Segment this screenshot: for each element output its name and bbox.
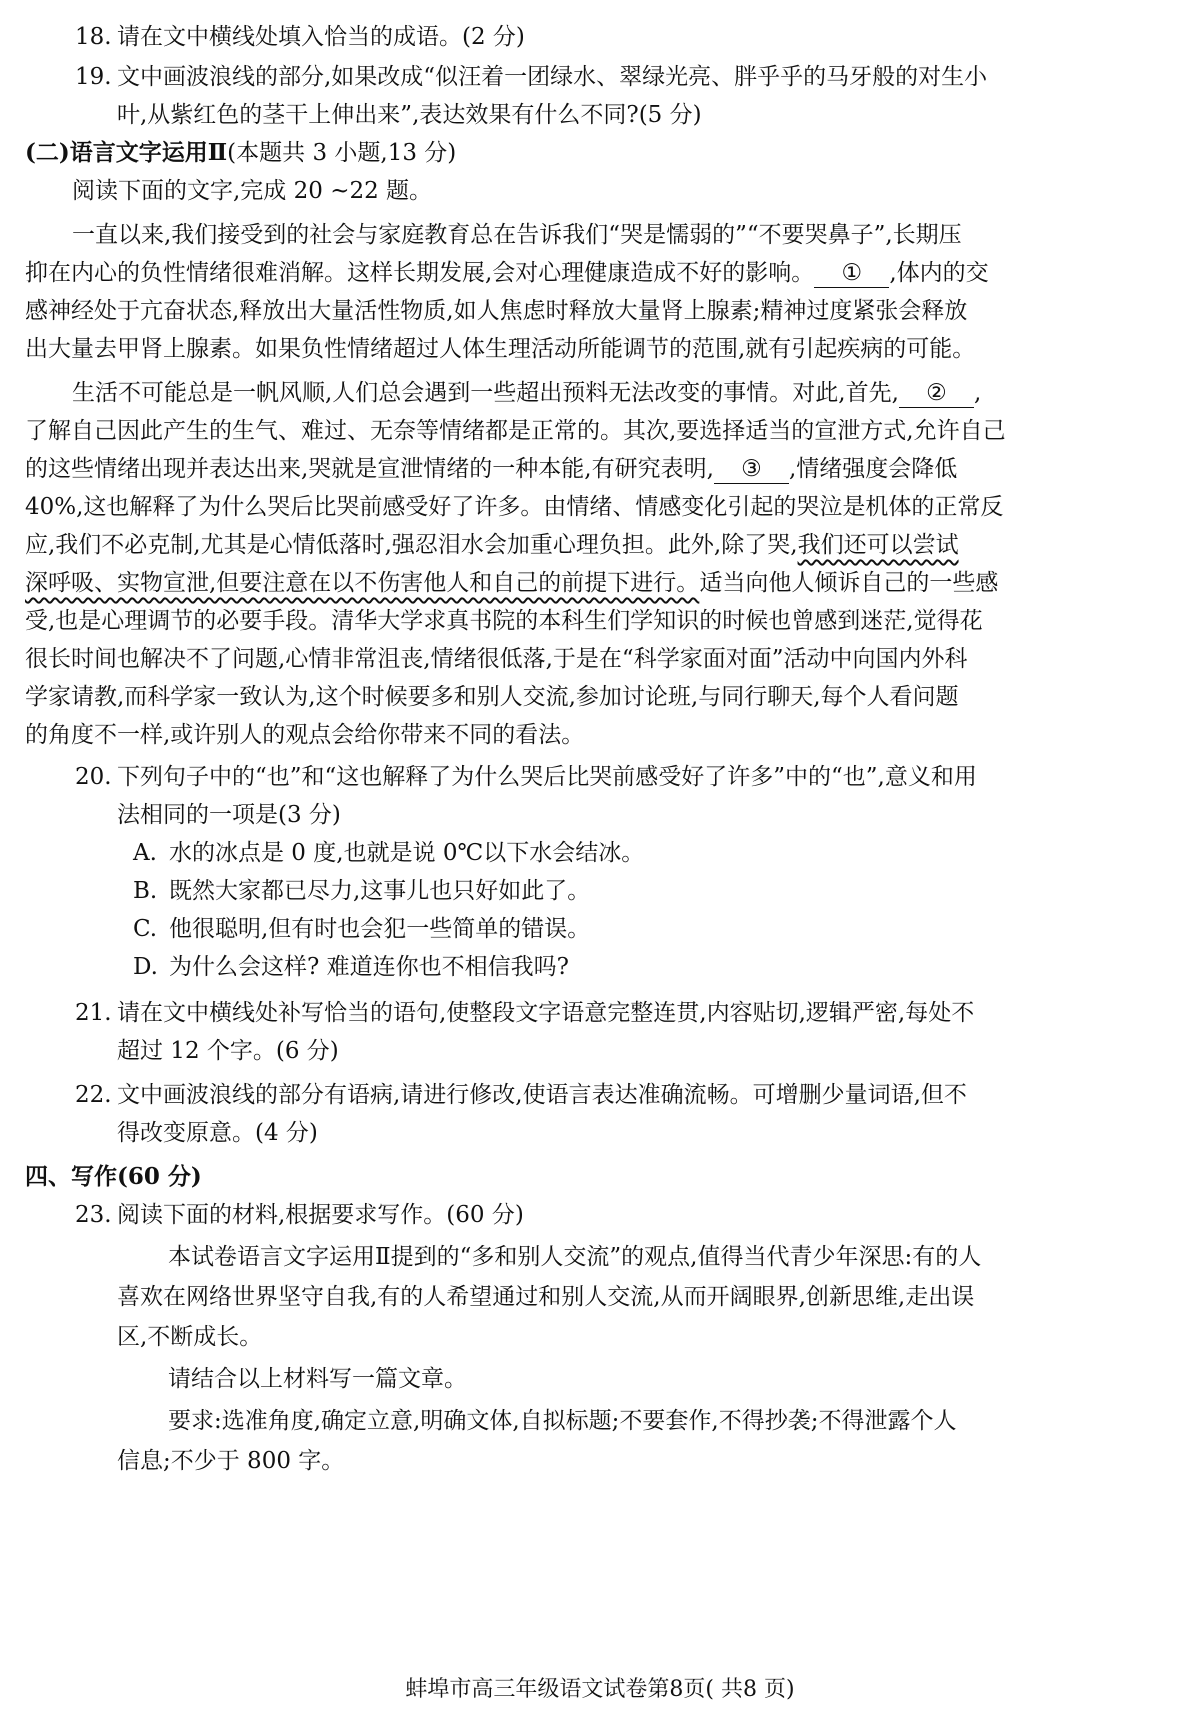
question-number: 23. xyxy=(75,1202,112,1228)
question-text: 文中画波浪线的部分,如果改成“似汪着一团绿水、翠绿光亮、胖乎乎的马牙般的对生小 xyxy=(117,64,988,90)
section-heading xyxy=(25,136,456,170)
page-footer: 蚌埠市高三年级语文试卷第8页( 共8 页) xyxy=(405,1677,795,1702)
passage-text: 的这些情绪出现并表达出来,哭就是宣泄情绪的一种本能,有研究表明, xyxy=(25,456,714,482)
passage-line: 出大量去甲肾上腺素。如果负性情绪超过人体生理活动所能调节的范围,就有引起疾病的可能。 xyxy=(25,336,976,362)
question-text: 文中画波浪线的部分有语病,请进行修改,使语言表达准确流畅。可增删少量词语,但不 xyxy=(117,1082,967,1108)
option-d xyxy=(133,950,569,984)
question-text: 下列句子中的“也”和“这也解释了为什么哭后比哭前感受好了许多”中的“也”,意义和用 xyxy=(117,764,977,790)
requirement-line: 要求:选准角度,确定立意,明确文体,自拟标题;不要套作,不得抄袭;不得泄露个人 xyxy=(168,1408,957,1434)
question-number: 20. xyxy=(75,764,112,790)
material-line: 区,不断成长。 xyxy=(117,1324,263,1350)
material-line: 喜欢在网络世界坚守自我,有的人希望通过和别人交流,从而开阔眼界,创新思维,走出误 xyxy=(117,1284,975,1310)
section-title: (二)语言文字运用Ⅱ xyxy=(25,139,228,166)
option-c xyxy=(133,912,590,946)
option-letter: D. xyxy=(133,954,158,980)
option-text: 水的冰点是 0 度,也就是说 0℃以下水会结冰。 xyxy=(169,840,645,866)
option-letter: A. xyxy=(133,840,157,866)
question-23 xyxy=(75,1198,524,1232)
material-line: 本试卷语言文字运用Ⅱ提到的“多和别人交流”的观点,值得当代青少年深思:有的人 xyxy=(168,1244,982,1270)
question-number: 21. xyxy=(75,1000,112,1026)
question-19-cont: 叶,从紫红色的茎干上伸出来”,表达效果有什么不同?(5 分) xyxy=(117,102,702,128)
passage-line: 受,也是心理调节的必要手段。清华大学求真书院的本科生们学知识的时候也曾感到迷茫,觉得花 xyxy=(25,608,983,634)
passage-text: 生活不可能总是一帆风顺,人们总会遇到一些超出预料无法改变的事情。对此,首先, xyxy=(72,380,899,406)
passage-text: 应,我们不必克制,尤其是心情低落时,强忍泪水会加重心理负担。此外,除了哭, xyxy=(25,532,798,558)
question-22 xyxy=(75,1078,967,1112)
question-19 xyxy=(75,60,987,94)
question-20-cont: 法相同的一项是(3 分) xyxy=(117,802,341,828)
passage-text: , xyxy=(973,380,982,406)
option-b xyxy=(133,874,590,908)
passage-line xyxy=(72,376,981,410)
question-21-cont: 超过 12 个字。(6 分) xyxy=(117,1038,339,1064)
blank-2: ② xyxy=(899,379,974,408)
reading-instruction: 阅读下面的文字,完成 20 ~22 题。 xyxy=(72,178,433,204)
section-heading: 四、写作(60 分) xyxy=(25,1163,202,1190)
material-line: 请结合以上材料写一篇文章。 xyxy=(168,1366,467,1392)
passage-line xyxy=(25,256,989,290)
question-number: 19. xyxy=(75,64,112,90)
passage-line xyxy=(25,566,998,600)
passage-text: ,体内的交 xyxy=(889,260,989,286)
option-letter: C. xyxy=(133,916,158,942)
wavy-underlined-text: 深呼吸、实物宣泄,但要注意在以不伤害他人和自己的前提下进行。 xyxy=(25,570,700,596)
passage-line: 一直以来,我们接受到的社会与家庭教育总在告诉我们“哭是懦弱的”“不要哭鼻子”,长期压 xyxy=(72,222,962,248)
passage-text: 抑在内心的负性情绪很难消解。这样长期发展,会对心理健康造成不好的影响。 xyxy=(25,260,815,286)
passage-line: 学家请教,而科学家一致认为,这个时候要多和别人交流,参加讨论班,与同行聊天,每个人看问题 xyxy=(25,684,959,710)
question-number: 22. xyxy=(75,1082,112,1108)
question-21 xyxy=(75,996,974,1030)
question-text: 请在文中横线处补写恰当的语句,使整段文字语意完整连贯,内容贴切,逻辑严密,每处不 xyxy=(117,1000,975,1026)
option-text: 为什么会这样? 难道连你也不相信我吗? xyxy=(169,954,569,980)
question-text: 请在文中横线处填入恰当的成语。(2 分) xyxy=(117,24,525,50)
question-text: 阅读下面的材料,根据要求写作。(60 分) xyxy=(117,1202,524,1228)
passage-line xyxy=(25,528,959,562)
wavy-underlined-text: 我们还可以尝试 xyxy=(797,532,959,558)
option-a xyxy=(133,836,644,870)
option-text: 他很聪明,但有时也会犯一些简单的错误。 xyxy=(169,916,591,942)
question-20 xyxy=(75,760,977,794)
blank-1: ① xyxy=(814,259,889,288)
passage-line: 感神经处于亢奋状态,释放出大量活性物质,如人焦虑时释放大量肾上腺素;精神过度紧张会释放 xyxy=(25,298,968,324)
blank-3: ③ xyxy=(714,455,789,484)
passage-line: 40%,这也解释了为什么哭后比哭前感受好了许多。由情绪、情感变化引起的哭泣是机体的正常反 xyxy=(25,494,1004,520)
passage-line xyxy=(25,452,957,486)
requirement-line: 信息;不少于 800 字。 xyxy=(117,1448,345,1474)
passage-line: 了解自己因此产生的生气、难过、无奈等情绪都是正常的。其次,要选择适当的宣泄方式,允许自己 xyxy=(25,418,1006,444)
passage-line: 的角度不一样,或许别人的观点会给你带来不同的看法。 xyxy=(25,722,585,748)
option-letter: B. xyxy=(133,878,158,904)
question-number: 18. xyxy=(75,24,112,50)
section-note: (本题共 3 小题,13 分) xyxy=(227,140,457,166)
passage-text: 适当向他人倾诉自己的一些感 xyxy=(699,570,999,596)
option-text: 既然大家都已尽力,这事儿也只好如此了。 xyxy=(169,878,591,904)
passage-line: 很长时间也解决不了问题,心情非常沮丧,情绪很低落,于是在“科学家面对面”活动中向国内外科 xyxy=(25,646,968,672)
question-18 xyxy=(75,20,525,54)
question-22-cont: 得改变原意。(4 分) xyxy=(117,1120,318,1146)
passage-text: ,情绪强度会降低 xyxy=(788,456,958,482)
